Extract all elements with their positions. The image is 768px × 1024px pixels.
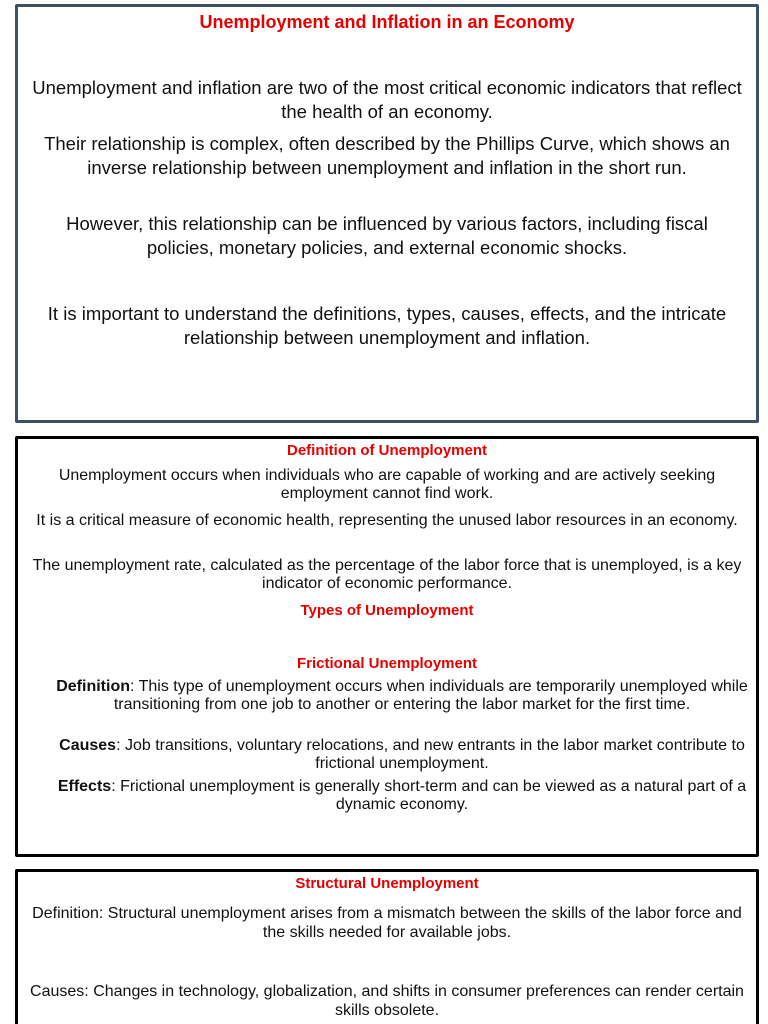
intro-paragraph: It is important to understand the definitions, types, causes, effects, and the intricate relationship between unemployment and inflation.	[47, 303, 727, 348]
types-heading: Types of Unemployment	[300, 602, 474, 619]
frictional-heading: Frictional Unemployment	[296, 655, 478, 672]
definition-heading: Definition of Unemployment	[287, 442, 487, 459]
causes-label: Causes	[59, 737, 117, 754]
effects-label: Effects	[57, 778, 112, 795]
frictional-definition	[54, 678, 750, 714]
definition-text: : This type of unemployment occurs when individuals are temporarily unemployed while transitioning from one job to another or entering the labor market for the first time.	[113, 678, 748, 713]
definition-paragraph: Unemployment occurs when individuals who are capable of working and are actively seeking employment cannot find work.	[58, 467, 716, 502]
structural-paragraph: Definition: Structural unemployment arises from a mismatch between the skills of the labor force and the skills needed for available jobs.	[32, 905, 742, 941]
structural-heading: Structural Unemployment	[295, 875, 479, 892]
structural-paragraph: Causes: Changes in technology, globalization, and shifts in consumer preferences can render certain skills obsolete.	[30, 983, 744, 1019]
frictional-effects	[54, 778, 750, 814]
definition-section	[15, 436, 759, 857]
definition-paragraph: It is a critical measure of economic health, representing the unused labor resources in an economy.	[36, 512, 738, 529]
intro-paragraph: Unemployment and inflation are two of the most critical economic indicators that reflect the health of an economy.	[32, 77, 742, 122]
intro-paragraph: However, this relationship can be influenced by various factors, including fiscal policies, monetary policies, and external economic shocks.	[66, 213, 708, 258]
causes-text: : Job transitions, voluntary relocations, and new entrants in the labor market contribute to frictional unemployment.	[116, 737, 745, 772]
intro-title: Unemployment and Inflation in an Economy	[199, 12, 575, 32]
definition-paragraph: The unemployment rate, calculated as the percentage of the labor force that is unemployed, is a key indicator of economic performance.	[32, 557, 742, 592]
effects-text: : Frictional unemployment is generally short-term and can be viewed as a natural part of a dynamic economy.	[111, 778, 747, 813]
intro-paragraph: Their relationship is complex, often described by the Phillips Curve, which shows an inverse relationship between unemployment and inflation in the short run.	[44, 133, 730, 178]
definition-label: Definition	[56, 678, 130, 695]
intro-section	[15, 4, 759, 423]
structural-section	[15, 869, 759, 1024]
frictional-causes	[54, 737, 750, 773]
